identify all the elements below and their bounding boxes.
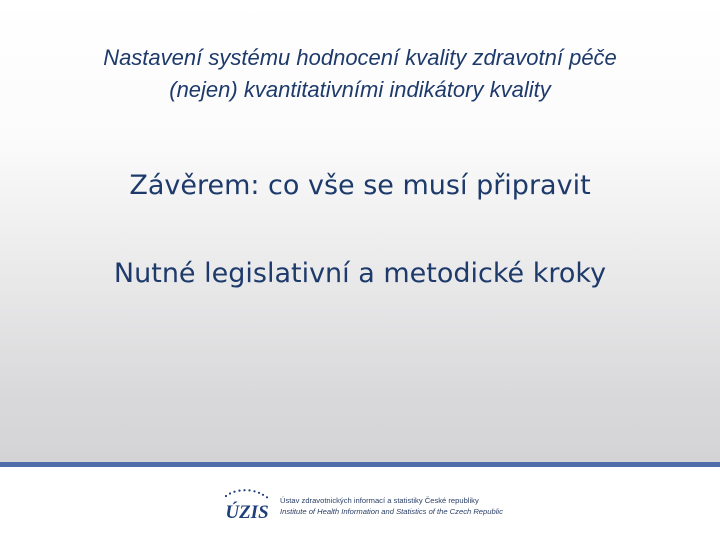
organization-name-czech: Ústav zdravotnických informací a statistiky České republiky — [280, 496, 479, 505]
uzis-logo — [220, 487, 274, 523]
heading-steps: Nutné legislativní a metodické kroky — [113, 258, 607, 289]
slide-title-line-1: Nastavení systému hodnocení kvality zdravotní péče — [103, 45, 617, 70]
heading-conclusion: Závěrem: co vše se musí připravit — [129, 170, 591, 201]
slide-title — [0, 42, 720, 106]
organization-name-english: Institute of Health Information and Statistics of the Czech Republic — [280, 507, 503, 516]
footer — [0, 467, 720, 540]
slide-title-line-2: (nejen) kvantitativními indikátory kvality — [169, 77, 551, 102]
organization-names — [280, 495, 503, 517]
uzis-logo-text: ÚZIS — [225, 502, 269, 523]
